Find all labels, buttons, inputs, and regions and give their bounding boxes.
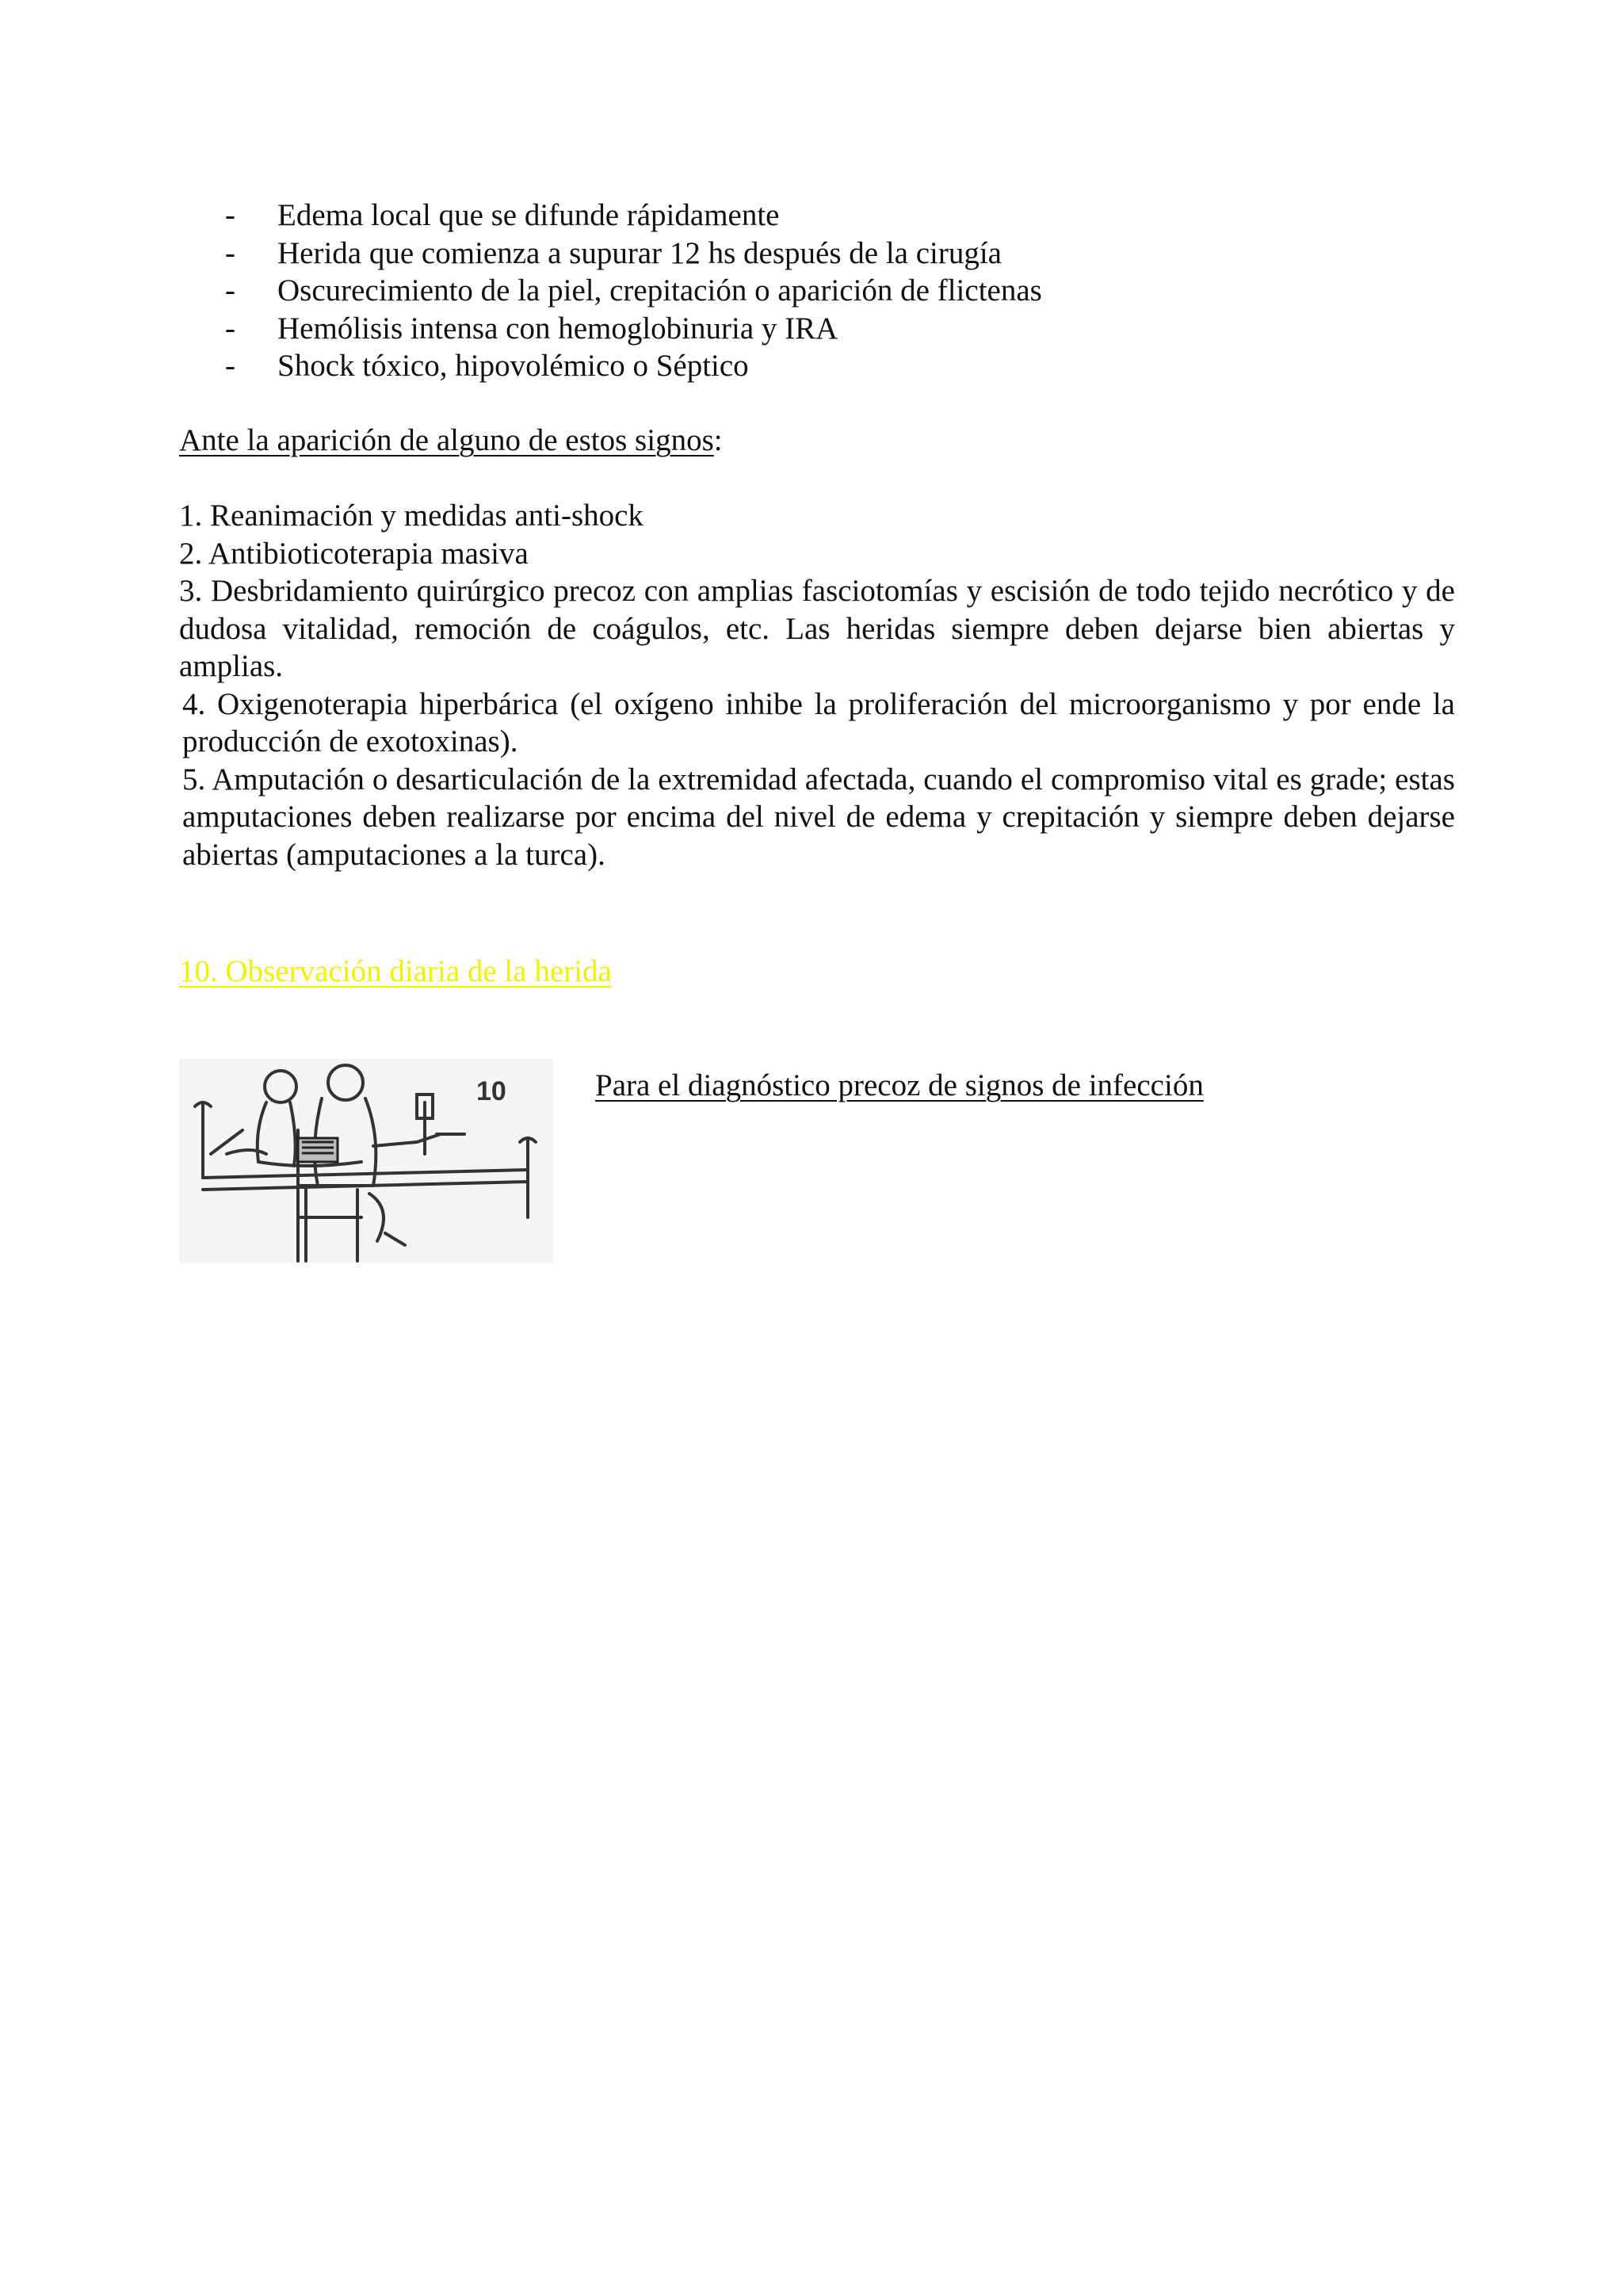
bullet-marker: - bbox=[225, 198, 235, 232]
list-item-text: Shock tóxico, hipovolémico o Séptico bbox=[277, 349, 749, 383]
figure-caption: Para el diagnóstico precoz de signos de infección bbox=[595, 1068, 1204, 1102]
list-item-text: Oscurecimiento de la piel, crepitación o aparición de flictenas bbox=[277, 273, 1042, 308]
step-item: 1. Reanimación y medidas anti-shock bbox=[179, 499, 643, 533]
bullet-marker: - bbox=[225, 235, 235, 270]
intro-suffix: : bbox=[713, 423, 723, 457]
figure-number-label: 10 bbox=[476, 1076, 506, 1106]
patient-examination-illustration bbox=[179, 1059, 553, 1263]
signs-list bbox=[225, 197, 1493, 385]
list-item bbox=[225, 272, 1493, 310]
step-item: 4. Oxigenoterapia hiperbárica (el oxígeno inhibe la proliferación del microorganismo y por ende la producción de exotoxinas). bbox=[182, 686, 1455, 758]
bullet-marker: - bbox=[225, 273, 235, 308]
treatment-steps bbox=[179, 497, 1455, 873]
section-heading: 10. Observación diaria de la herida bbox=[179, 954, 612, 988]
list-item bbox=[225, 235, 1493, 273]
illustration-figure bbox=[179, 1059, 553, 1263]
list-item-text: Herida que comienza a supurar 12 hs después de la cirugía bbox=[277, 235, 1002, 270]
list-item-text: Hemólisis intensa con hemoglobinuria y IRA bbox=[277, 311, 838, 346]
intro-underlined-text: Ante la aparición de alguno de estos signos bbox=[179, 423, 714, 457]
list-item bbox=[225, 310, 1493, 348]
step-item: 2. Antibioticoterapia masiva bbox=[179, 536, 529, 571]
list-item bbox=[225, 347, 1493, 385]
intro-line bbox=[179, 422, 723, 459]
list-item-text: Edema local que se difunde rápidamente bbox=[277, 198, 780, 232]
list-item bbox=[225, 197, 1493, 235]
bullet-marker: - bbox=[225, 311, 235, 346]
step-item: 3. Desbridamiento quirúrgico precoz con amplias fasciotomías y escisión de todo tejido necrótico y de dudosa vitalidad, remoción de coágulos, etc. Las heridas siempre deben dejarse bien abiertas y amplias. bbox=[179, 574, 1455, 683]
bullet-marker: - bbox=[225, 349, 235, 383]
step-item: 5. Amputación o desarticulación de la extremidad afectada, cuando el compromiso vital es grade; estas amputaciones deben realizarse por encima del nivel de edema y crepitación y siempre deben dejarse abiertas (amputaciones a la turca). bbox=[182, 762, 1455, 872]
